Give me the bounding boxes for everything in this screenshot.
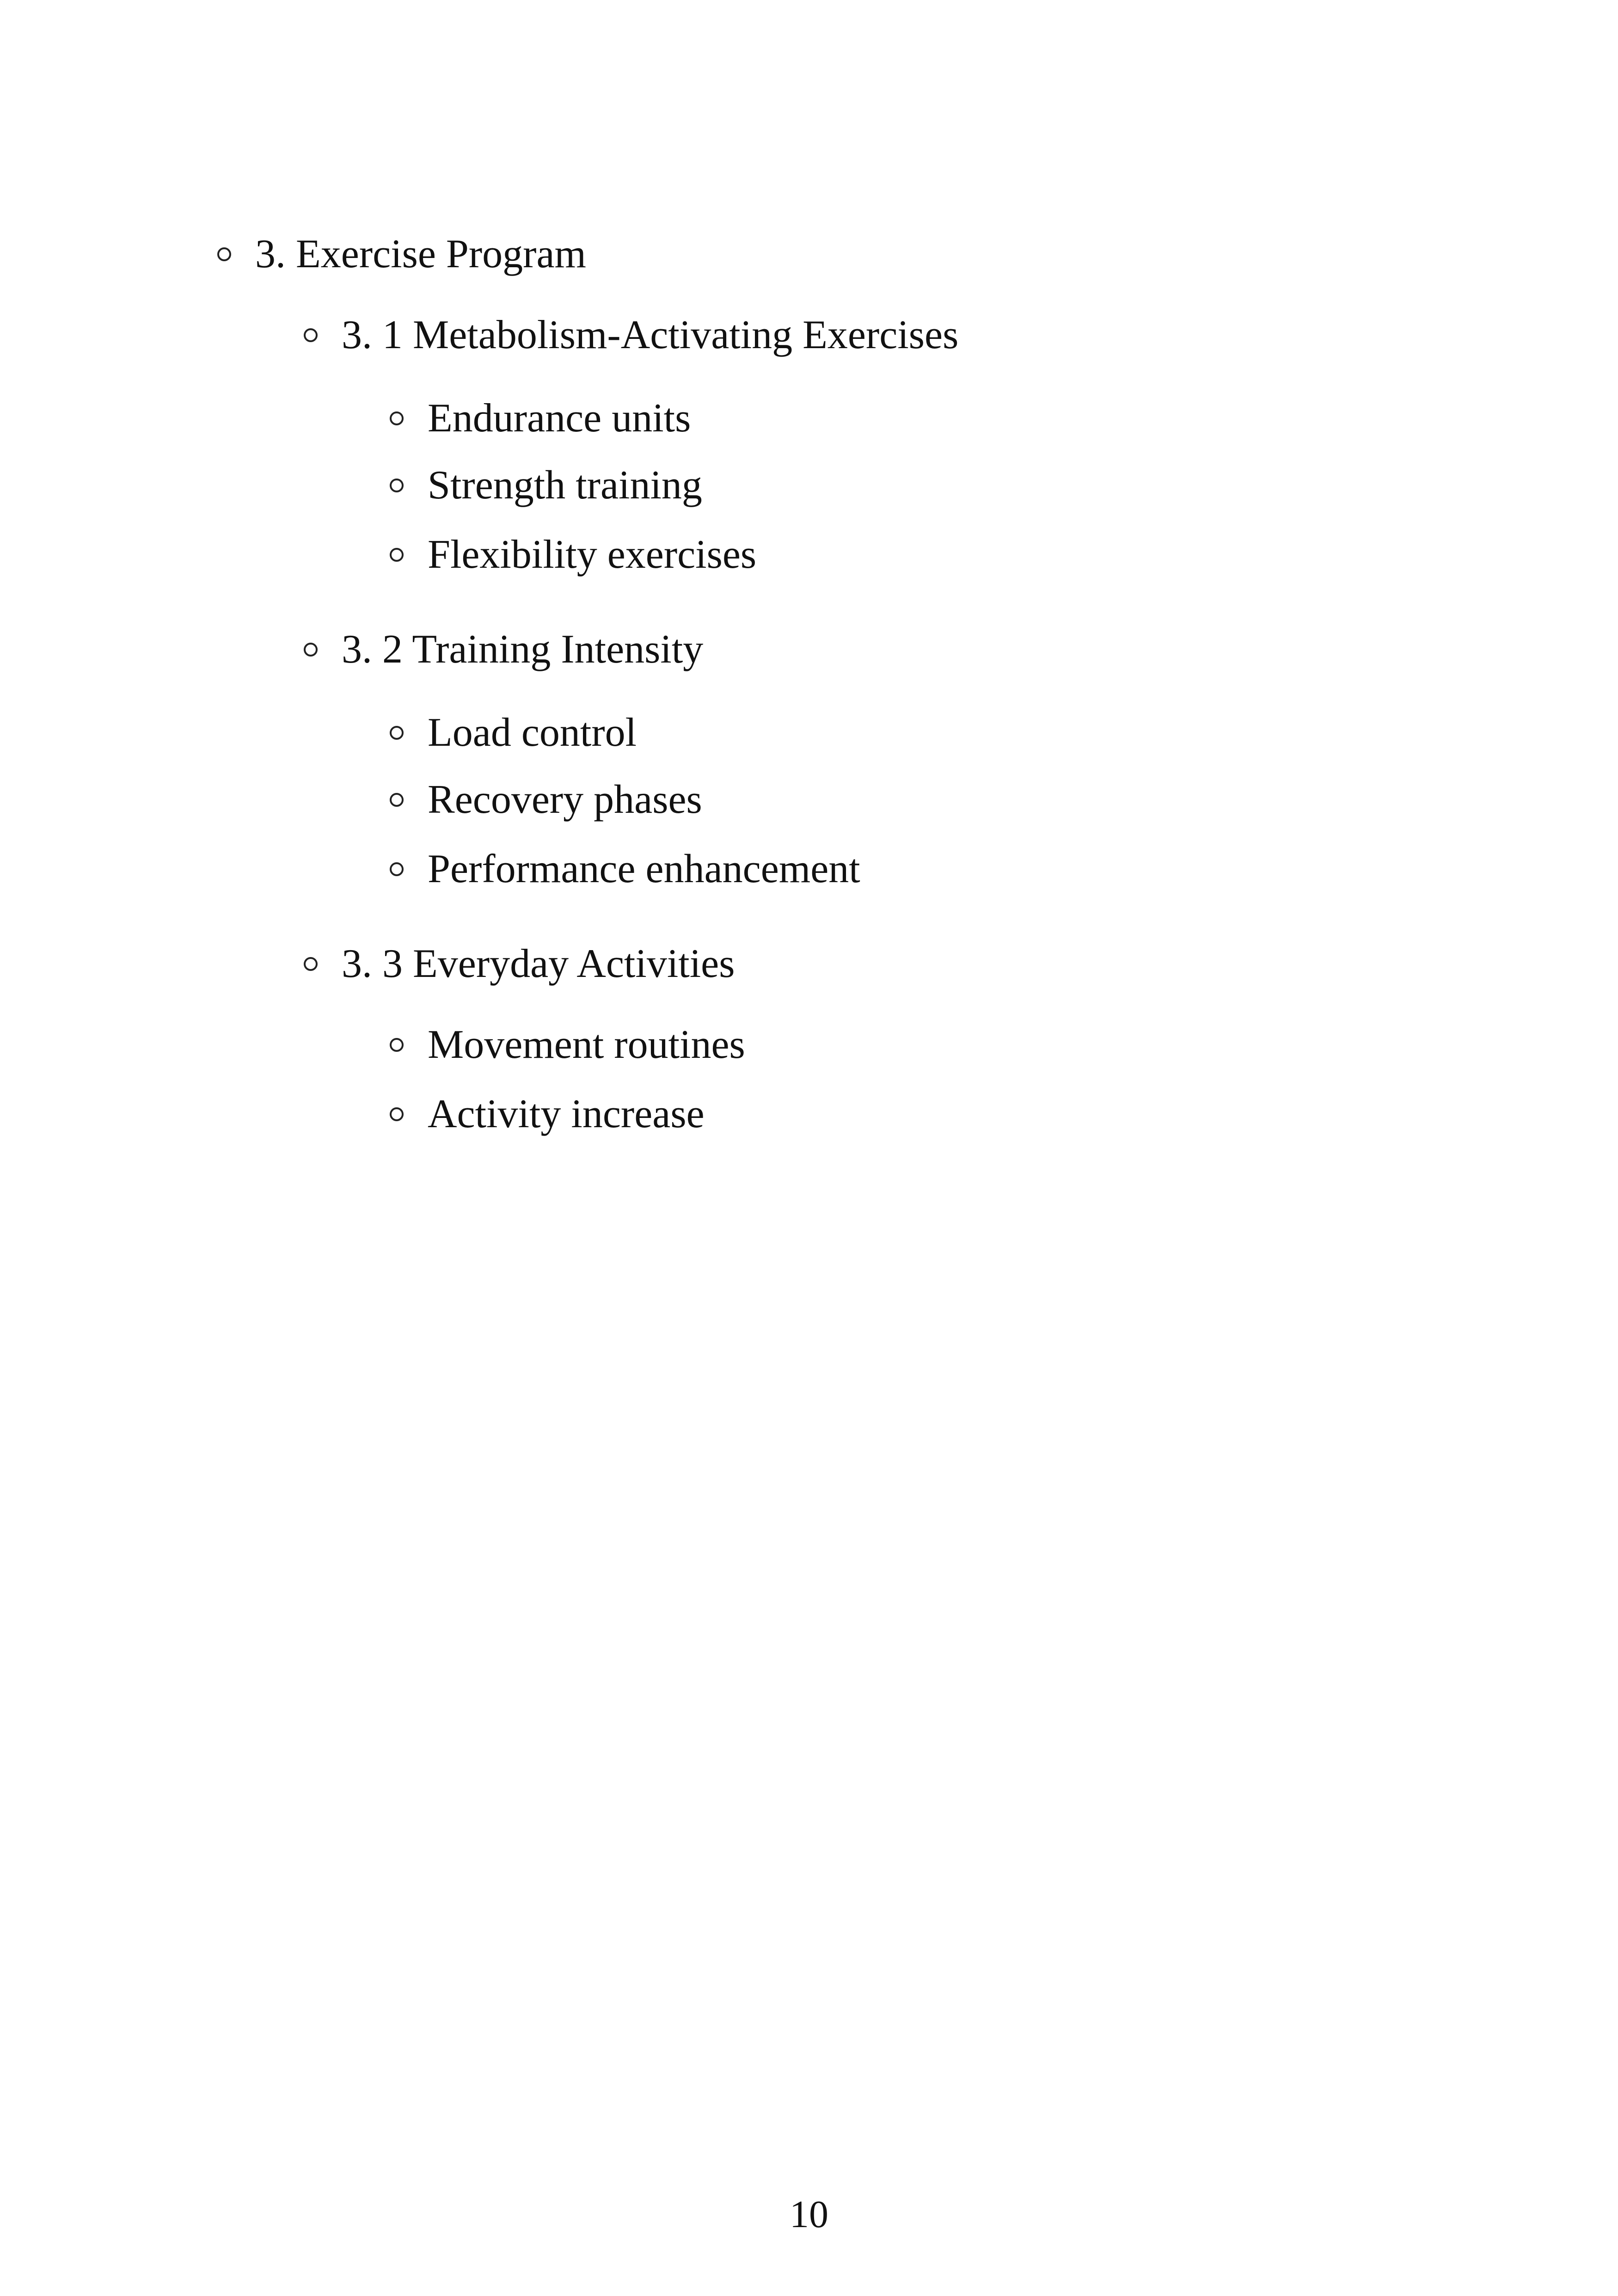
circle-bullet-icon (390, 479, 404, 492)
outline-item (390, 705, 637, 761)
circle-bullet-icon (390, 1038, 404, 1052)
circle-bullet-icon (304, 328, 318, 342)
outline-subsection (304, 622, 703, 677)
outline-item (390, 527, 756, 583)
item-label: Activity increase (428, 1092, 705, 1136)
circle-bullet-icon (390, 862, 404, 876)
item-label: Performance enhancement (428, 847, 860, 891)
outline-item (390, 1087, 705, 1142)
circle-bullet-icon (304, 957, 318, 971)
item-label: Endurance units (428, 396, 691, 441)
outline-subsection (304, 307, 958, 363)
outline-section (217, 227, 586, 282)
item-label: Strength training (428, 463, 702, 508)
item-label: Recovery phases (428, 777, 702, 822)
subsection-title: 3. 3 Everyday Activities (342, 941, 735, 986)
outline-item (390, 772, 702, 828)
outline-item (390, 1017, 745, 1073)
circle-bullet-icon (217, 247, 231, 261)
subsection-title: 3. 2 Training Intensity (342, 627, 704, 672)
circle-bullet-icon (390, 793, 404, 807)
outline-item (390, 458, 702, 513)
item-label: Movement routines (428, 1022, 745, 1067)
circle-bullet-icon (390, 726, 404, 740)
outline-subsection (304, 936, 735, 992)
subsection-title: 3. 1 Metabolism-Activating Exercises (342, 313, 959, 357)
circle-bullet-icon (390, 548, 404, 562)
outline-item (390, 841, 860, 897)
page-number: 10 (790, 2193, 828, 2236)
outline-item (390, 391, 691, 446)
item-label: Flexibility exercises (428, 532, 757, 577)
circle-bullet-icon (390, 1107, 404, 1121)
circle-bullet-icon (304, 643, 318, 657)
circle-bullet-icon (390, 411, 404, 425)
item-label: Load control (428, 710, 637, 755)
section-title: 3. Exercise Program (255, 232, 586, 276)
